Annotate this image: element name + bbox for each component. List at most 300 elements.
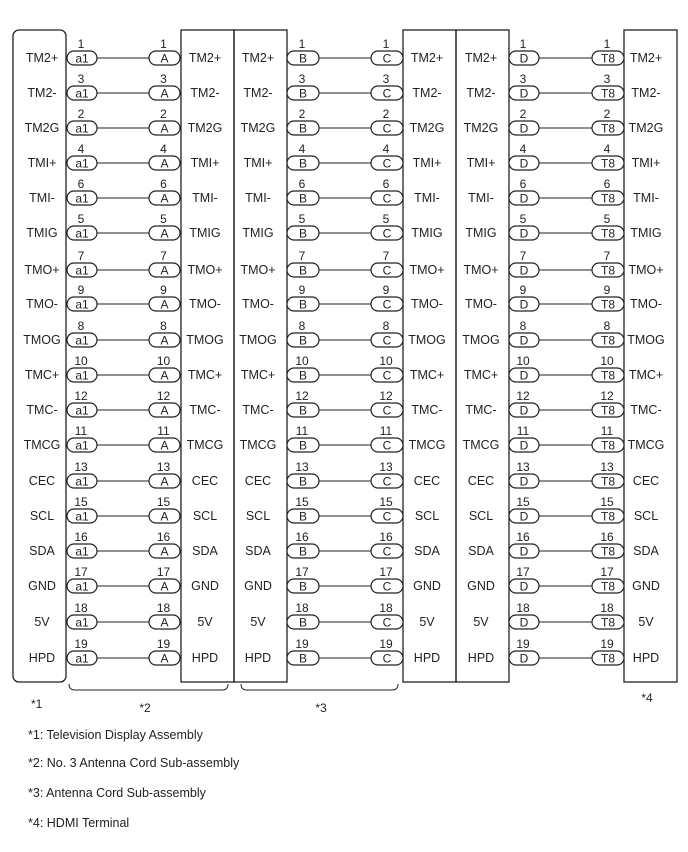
pin-number: 5 (160, 212, 167, 226)
signal-label-5v-2: 5V (197, 615, 213, 629)
signal-label-tm2g-4: TM2G (409, 121, 445, 135)
pin-number: 12 (379, 389, 393, 403)
connector-code-d: D (519, 509, 529, 524)
signal-label-tmominus-3: TMO- (242, 297, 274, 311)
pin-number: 16 (74, 530, 88, 544)
signal-label-tmominus-4: TMO- (411, 297, 443, 311)
legend-item-1: *1: Television Display Assembly (28, 728, 203, 742)
connector-code-b: B (298, 51, 308, 66)
signal-label-tmcg-6: TMCG (627, 438, 665, 452)
signal-label-5v-1: 5V (34, 615, 50, 629)
connector-code-t8: T8 (600, 368, 616, 383)
signal-label-tmig-5: TMIG (465, 226, 497, 240)
signal-label-sda-5: SDA (468, 544, 494, 558)
signal-label-tm2minus-4: TM2- (412, 86, 442, 100)
connector-code-d: D (519, 156, 529, 171)
pin-number: 15 (295, 495, 309, 509)
signal-label-gnd-1: GND (28, 579, 56, 593)
pin-number: 1 (160, 37, 167, 51)
connector-code-a: A (160, 121, 169, 136)
pin-number: 1 (298, 37, 306, 51)
connector-code-c: C (382, 651, 392, 666)
connector-code-a: A (160, 333, 169, 348)
connector-code-a1: a1 (75, 544, 89, 559)
signal-label-tmog-1: TMOG (23, 333, 61, 347)
pin-number: 6 (519, 177, 527, 191)
pin-number: 4 (382, 142, 390, 156)
connector-code-c: C (382, 156, 392, 171)
connector-code-d: D (519, 51, 529, 66)
signal-label-tmog-5: TMOG (462, 333, 500, 347)
pin-number: 16 (600, 530, 614, 544)
signal-label-hpd-4: HPD (413, 651, 441, 665)
signal-label-tm2g-3: TM2G (240, 121, 276, 135)
pin-number: 11 (157, 424, 170, 438)
pin-number: 8 (519, 319, 527, 333)
signal-label-tm2plus-2: TM2+ (188, 51, 222, 65)
signal-label-tmog-6: TMOG (627, 333, 665, 347)
pin-number: 7 (519, 249, 527, 263)
connector-code-d: D (519, 579, 529, 594)
signal-label-tm2minus-3: TM2- (243, 86, 273, 100)
signal-label-scl-3: SCL (245, 509, 271, 523)
signal-label-tmiplus-2: TMI+ (190, 156, 220, 170)
connector-code-c: C (382, 544, 392, 559)
connector-code-b: B (298, 333, 308, 348)
connector-code-a: A (160, 579, 169, 594)
connector-code-c: C (382, 333, 392, 348)
connector-code-a1: a1 (75, 297, 89, 312)
signal-label-hpd-1: HPD (28, 651, 56, 665)
pin-number: 19 (295, 637, 309, 651)
connector-code-t8: T8 (600, 438, 616, 453)
signal-label-tmoplus-1: TMO+ (24, 263, 60, 277)
signal-label-sda-6: SDA (633, 544, 659, 558)
signal-label-hpd-3: HPD (244, 651, 272, 665)
signal-label-tmoplus-3: TMO+ (240, 263, 276, 277)
pin-number: 5 (77, 212, 85, 226)
signal-label-tmcg-1: TMCG (23, 438, 61, 452)
pin-number: 13 (74, 460, 88, 474)
connector-code-t8: T8 (600, 297, 616, 312)
signal-label-tmiplus-1: TMI+ (27, 156, 57, 170)
signal-label-sda-2: SDA (192, 544, 218, 558)
pin-number: 11 (74, 424, 88, 438)
connector-code-a1: a1 (75, 438, 89, 453)
pin-number: 3 (160, 72, 167, 86)
connector-code-c: C (382, 121, 392, 136)
signal-label-tm2plus-4: TM2+ (410, 51, 444, 65)
legend-item-3: *3: Antenna Cord Sub-assembly (28, 786, 206, 800)
pin-number: 7 (298, 249, 306, 263)
pin-number: 11 (516, 424, 530, 438)
pin-number: 10 (516, 354, 530, 368)
pin-number: 18 (295, 601, 309, 615)
pin-number: 6 (160, 177, 167, 191)
signal-label-tm2minus-2: TM2- (190, 86, 220, 100)
connector-code-a: A (160, 509, 169, 524)
pin-number: 17 (600, 565, 614, 579)
pin-number: 6 (298, 177, 306, 191)
pin-number: 4 (77, 142, 85, 156)
pin-number: 13 (379, 460, 393, 474)
connector-code-b: B (298, 509, 308, 524)
connector-code-b: B (298, 297, 308, 312)
legend-item-4: *4: HDMI Terminal (28, 816, 130, 830)
connector-code-c: C (382, 579, 392, 594)
pin-number: 7 (603, 249, 611, 263)
connector-code-c: C (382, 191, 392, 206)
connector-code-a1: a1 (75, 474, 89, 489)
connector-code-d: D (519, 226, 529, 241)
signal-label-sda-4: SDA (414, 544, 440, 558)
connector-code-a: A (160, 474, 169, 489)
connector-code-c: C (382, 509, 392, 524)
connector-code-a1: a1 (75, 156, 89, 171)
pin-number: 8 (77, 319, 85, 333)
signal-label-tmcminus-1: TMC- (26, 403, 58, 417)
callout-2: *2 (139, 701, 151, 715)
pin-number: 6 (603, 177, 611, 191)
pin-number: 1 (382, 37, 390, 51)
signal-label-tmcminus-2: TMC- (189, 403, 221, 417)
connector-code-b: B (298, 368, 308, 383)
signal-label-tmiplus-3: TMI+ (243, 156, 273, 170)
signal-label-5v-4: 5V (419, 615, 435, 629)
connector-code-b: B (298, 156, 308, 171)
pin-number: 12 (74, 389, 88, 403)
connector-code-t8: T8 (600, 86, 616, 101)
connector-code-t8: T8 (600, 403, 616, 418)
connector-code-a: A (160, 226, 169, 241)
connector-code-d: D (519, 544, 529, 559)
connector-code-d: D (519, 121, 529, 136)
signal-label-scl-5: SCL (468, 509, 494, 523)
signal-label-tmcplus-2: TMC+ (187, 368, 223, 382)
connector-code-t8: T8 (600, 51, 616, 66)
pin-number: 4 (160, 142, 167, 156)
connector-code-t8: T8 (600, 579, 616, 594)
signal-label-tmiminus-5: TMI- (468, 191, 494, 205)
signal-label-cec-2: CEC (191, 474, 219, 488)
connector-code-t8: T8 (600, 156, 616, 171)
pin-number: 9 (298, 283, 306, 297)
connector-code-a1: a1 (75, 403, 89, 418)
pin-number: 12 (516, 389, 530, 403)
signal-label-tmog-4: TMOG (408, 333, 446, 347)
connector-code-a1: a1 (75, 226, 89, 241)
signal-label-tmcplus-4: TMC+ (409, 368, 445, 382)
pin-number: 15 (379, 495, 393, 509)
pin-number: 7 (77, 249, 85, 263)
brace-antenna-cord-3 (69, 684, 228, 690)
signal-label-tmcminus-4: TMC- (411, 403, 443, 417)
signal-label-5v-3: 5V (250, 615, 266, 629)
connector-code-c: C (382, 297, 392, 312)
pin-number: 2 (77, 107, 85, 121)
pin-number: 5 (519, 212, 527, 226)
connector-code-a1: a1 (75, 651, 89, 666)
connector-code-a1: a1 (75, 509, 89, 524)
connector-code-b: B (298, 651, 308, 666)
connector-code-d: D (519, 86, 529, 101)
connector-code-c: C (382, 438, 392, 453)
pin-number: 18 (74, 601, 88, 615)
pin-number: 18 (156, 601, 171, 615)
pin-number: 16 (379, 530, 393, 544)
signal-label-tmcplus-3: TMC+ (240, 368, 276, 382)
pin-number: 19 (516, 637, 530, 651)
signal-label-tmoplus-2: TMO+ (187, 263, 223, 277)
connector-code-b: B (298, 579, 308, 594)
signal-label-hpd-6: HPD (632, 651, 660, 665)
pin-number: 8 (382, 319, 390, 333)
pin-number: 15 (516, 495, 530, 509)
signal-label-tmig-2: TMIG (189, 226, 221, 240)
signal-label-tm2plus-3: TM2+ (241, 51, 275, 65)
signal-label-gnd-6: GND (632, 579, 660, 593)
connector-code-c: C (382, 403, 392, 418)
pin-number: 18 (600, 601, 614, 615)
connector-code-t8: T8 (600, 121, 616, 136)
pin-number: 19 (156, 637, 171, 651)
pin-number: 17 (74, 565, 88, 579)
pin-number: 7 (382, 249, 390, 263)
pin-number: 8 (298, 319, 306, 333)
connector-code-t8: T8 (600, 263, 616, 278)
connector-code-t8: T8 (600, 226, 616, 241)
connector-code-a1: a1 (75, 51, 89, 66)
pin-number: 19 (600, 637, 614, 651)
signal-label-tmcg-5: TMCG (462, 438, 500, 452)
signal-label-hpd-2: HPD (191, 651, 219, 665)
pin-number: 9 (603, 283, 611, 297)
legend-item-2: *2: No. 3 Antenna Cord Sub-assembly (28, 756, 240, 770)
signal-label-tmcg-2: TMCG (186, 438, 224, 452)
signal-label-sda-3: SDA (245, 544, 271, 558)
signal-label-tm2g-5: TM2G (463, 121, 499, 135)
signal-label-cec-3: CEC (244, 474, 272, 488)
pin-number: 2 (382, 107, 390, 121)
connector-code-a: A (160, 438, 169, 453)
connector-code-b: B (298, 403, 308, 418)
pin-number: 1 (519, 37, 527, 51)
connector-code-d: D (519, 263, 529, 278)
connector-code-a: A (160, 156, 169, 171)
signal-label-scl-6: SCL (633, 509, 659, 523)
pin-number: 2 (603, 107, 611, 121)
pin-number: 13 (516, 460, 530, 474)
signal-label-tmiplus-5: TMI+ (466, 156, 496, 170)
pin-number: 10 (295, 354, 309, 368)
pin-number: 19 (74, 637, 88, 651)
pin-number: 1 (603, 37, 611, 51)
signal-label-gnd-3: GND (244, 579, 272, 593)
pin-number: 8 (603, 319, 611, 333)
connector-code-d: D (519, 615, 529, 630)
signal-label-cec-5: CEC (467, 474, 495, 488)
connector-code-b: B (298, 121, 308, 136)
signal-label-tm2g-1: TM2G (24, 121, 60, 135)
signal-label-tmcplus-1: TMC+ (24, 368, 60, 382)
connector-code-b: B (298, 615, 308, 630)
signal-label-tmig-6: TMIG (630, 226, 662, 240)
brace-antenna-cord (241, 684, 398, 690)
connector-code-a: A (160, 51, 169, 66)
signal-label-tmiplus-4: TMI+ (412, 156, 442, 170)
signal-label-tmiminus-4: TMI- (414, 191, 440, 205)
signal-label-tmcg-3: TMCG (239, 438, 277, 452)
signal-label-scl-4: SCL (414, 509, 440, 523)
connector-code-d: D (519, 191, 529, 206)
signal-label-sda-1: SDA (29, 544, 55, 558)
pin-number: 16 (156, 530, 171, 544)
connector-code-c: C (382, 263, 392, 278)
pin-number: 7 (160, 249, 167, 263)
pin-number: 18 (379, 601, 393, 615)
connector-code-c: C (382, 86, 392, 101)
pin-number: 17 (516, 565, 530, 579)
callout-4: *4 (641, 691, 653, 705)
connector-code-a1: a1 (75, 121, 89, 136)
connector-code-a1: a1 (75, 191, 89, 206)
connector-code-c: C (382, 368, 392, 383)
pin-number: 10 (600, 354, 614, 368)
signal-label-tmig-1: TMIG (26, 226, 58, 240)
signal-label-tmominus-1: TMO- (26, 297, 58, 311)
pin-number: 16 (516, 530, 530, 544)
signal-label-tmiminus-1: TMI- (29, 191, 55, 205)
signal-label-tmiminus-6: TMI- (633, 191, 659, 205)
connector-code-d: D (519, 474, 529, 489)
connector-code-a: A (160, 263, 169, 278)
signal-label-tm2plus-1: TM2+ (25, 51, 59, 65)
pin-number: 16 (295, 530, 309, 544)
connector-code-a: A (160, 86, 169, 101)
signal-label-tmominus-5: TMO- (465, 297, 497, 311)
signal-label-tmominus-6: TMO- (630, 297, 662, 311)
pin-number: 12 (156, 389, 171, 403)
signal-label-tmig-3: TMIG (242, 226, 274, 240)
pin-number: 4 (298, 142, 306, 156)
pin-number: 13 (600, 460, 614, 474)
pin-number: 9 (519, 283, 527, 297)
connector-code-a1: a1 (75, 333, 89, 348)
signal-label-tmcminus-5: TMC- (465, 403, 497, 417)
connector-code-d: D (519, 368, 529, 383)
pin-number: 11 (600, 424, 614, 438)
connector-code-a1: a1 (75, 368, 89, 383)
pin-number: 10 (156, 354, 171, 368)
connector-code-c: C (382, 474, 392, 489)
pin-number: 3 (77, 72, 85, 86)
pin-number: 15 (74, 495, 88, 509)
signal-label-tmcplus-6: TMC+ (628, 368, 664, 382)
signal-label-tmog-3: TMOG (239, 333, 277, 347)
pin-number: 15 (600, 495, 614, 509)
connector-code-t8: T8 (600, 509, 616, 524)
pin-number: 9 (160, 283, 167, 297)
signal-label-cec-4: CEC (413, 474, 441, 488)
signal-label-gnd-5: GND (467, 579, 495, 593)
pin-number: 4 (519, 142, 527, 156)
connector-code-a1: a1 (75, 615, 89, 630)
callout-1: *1 (31, 697, 43, 711)
pin-number: 3 (519, 72, 527, 86)
connector-code-t8: T8 (600, 651, 616, 666)
connector-code-b: B (298, 474, 308, 489)
pin-number: 12 (600, 389, 614, 403)
signal-label-5v-6: 5V (638, 615, 654, 629)
pin-number: 17 (295, 565, 309, 579)
pin-number: 17 (379, 565, 393, 579)
pin-number: 2 (519, 107, 527, 121)
signal-label-tmcminus-3: TMC- (242, 403, 274, 417)
signal-label-tmig-4: TMIG (411, 226, 443, 240)
connector-code-t8: T8 (600, 333, 616, 348)
signal-label-tm2minus-6: TM2- (631, 86, 661, 100)
signal-label-cec-6: CEC (632, 474, 660, 488)
signal-label-hpd-5: HPD (467, 651, 495, 665)
connector-code-b: B (298, 544, 308, 559)
connector-code-b: B (298, 438, 308, 453)
connector-code-a: A (160, 297, 169, 312)
signal-label-tmoplus-4: TMO+ (409, 263, 445, 277)
signal-label-tmoplus-5: TMO+ (463, 263, 499, 277)
signal-label-tm2minus-5: TM2- (466, 86, 496, 100)
signal-label-gnd-2: GND (191, 579, 219, 593)
connector-code-t8: T8 (600, 474, 616, 489)
signal-rows (23, 37, 665, 666)
connector-code-t8: T8 (600, 615, 616, 630)
pin-number: 10 (379, 354, 393, 368)
pin-number: 5 (298, 212, 306, 226)
connector-code-d: D (519, 333, 529, 348)
connector-code-d: D (519, 651, 529, 666)
connector-code-c: C (382, 226, 392, 241)
pin-number: 3 (603, 72, 611, 86)
signal-label-tm2minus-1: TM2- (27, 86, 57, 100)
connector-code-a1: a1 (75, 263, 89, 278)
signal-label-5v-5: 5V (473, 615, 489, 629)
pin-number: 5 (603, 212, 611, 226)
pin-number: 6 (77, 177, 85, 191)
signal-label-tmoplus-6: TMO+ (628, 263, 664, 277)
pin-number: 11 (295, 424, 309, 438)
connector-code-a: A (160, 544, 169, 559)
pin-number: 11 (379, 424, 393, 438)
signal-label-tmominus-2: TMO- (189, 297, 221, 311)
pin-number: 19 (379, 637, 393, 651)
signal-label-tmcg-4: TMCG (408, 438, 446, 452)
pin-number: 8 (160, 319, 167, 333)
pin-number: 5 (382, 212, 390, 226)
pin-number: 2 (160, 107, 167, 121)
pin-number: 9 (382, 283, 390, 297)
signal-label-scl-2: SCL (192, 509, 218, 523)
pin-number: 2 (298, 107, 306, 121)
connector-code-a1: a1 (75, 579, 89, 594)
connector-code-a: A (160, 615, 169, 630)
connector-code-a: A (160, 368, 169, 383)
pin-number: 10 (74, 354, 88, 368)
signal-label-tmcminus-6: TMC- (630, 403, 662, 417)
signal-label-tm2g-2: TM2G (187, 121, 223, 135)
connector-code-b: B (298, 226, 308, 241)
signal-label-scl-1: SCL (29, 509, 55, 523)
signal-label-gnd-4: GND (413, 579, 441, 593)
pin-number: 13 (295, 460, 309, 474)
